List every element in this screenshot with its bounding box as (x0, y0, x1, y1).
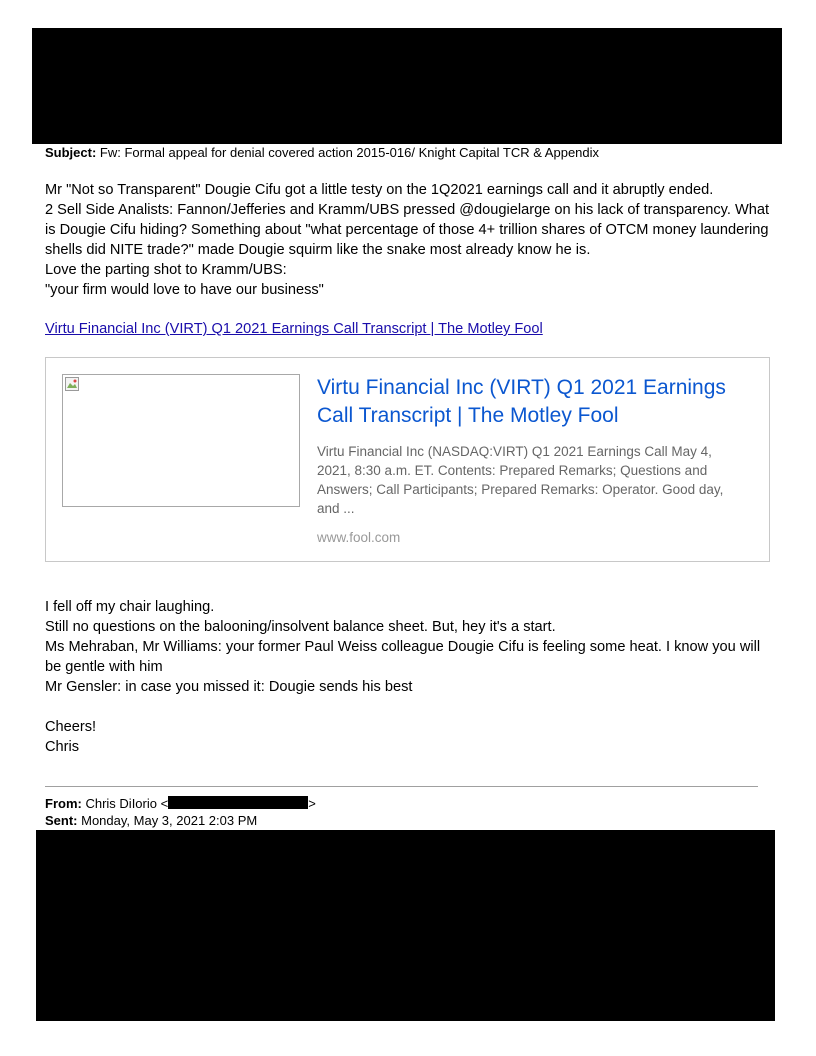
message-divider (45, 786, 758, 787)
body-paragraph: Ms Mehraban, Mr Williams: your former Paul Weiss colleague Dougie Cifu is feeling some heat. I know you will be gentle with him (45, 639, 761, 675)
preview-image (62, 374, 300, 507)
broken-image-icon (65, 377, 79, 391)
body-paragraph: I fell off my chair laughing. (45, 599, 215, 615)
body-paragraph: Mr "Not so Transparent" Dougie Cifu got a little testy on the 1Q2021 earnings call and it abruptly ended. (45, 182, 714, 198)
transcript-link[interactable]: Virtu Financial Inc (VIRT) Q1 2021 Earnings Call Transcript | The Motley Fool (45, 321, 543, 337)
body-paragraph: Still no questions on the balooning/insolvent balance sheet. But, hey it's a start. (45, 619, 556, 635)
message-body-intro (45, 180, 775, 300)
sent-line (45, 813, 257, 828)
body-paragraph: Mr Gensler: in case you missed it: Dougie sends his best (45, 679, 413, 695)
body-paragraph: "your firm would love to have our business" (45, 282, 324, 298)
sent-label: Sent: (45, 813, 78, 828)
link-preview-card[interactable] (45, 357, 770, 562)
preview-title[interactable]: Virtu Financial Inc (VIRT) Q1 2021 Earnings Call Transcript | The Motley Fool (317, 376, 726, 427)
redacted-header-block (32, 28, 782, 144)
redacted-footer-block (36, 830, 775, 1021)
subject-label: Subject: (45, 145, 97, 160)
subject-line (45, 145, 599, 160)
from-close: > (308, 796, 316, 811)
body-paragraph: 2 Sell Side Analists: Fannon/Jefferies and Kramm/UBS pressed @dougielarge on his lack of transparency. What is Dougie Cifu hiding? Something about "what percentage of those 4+ trillion shares of OTCM money laundering shells did NITE trade?" made Dougie squirm like the snake most already know he is. (45, 202, 770, 258)
preview-description: Virtu Financial Inc (NASDAQ:VIRT) Q1 2021 Earnings Call May 4, 2021, 8:30 a.m. ET. Contents: Prepared Remarks; Questions and Answers; Call Participants; Prepared Remarks: Operator. Good day, and ... (317, 444, 724, 516)
subject-value: Fw: Formal appeal for denial covered action 2015-016/ Knight Capital TCR & Appendix (99, 145, 600, 160)
body-paragraph: Love the parting shot to Kramm/UBS: (45, 262, 287, 278)
message-body-closing (45, 597, 775, 757)
preview-domain: www.fool.com (317, 530, 401, 545)
from-label: From: (45, 796, 82, 811)
from-line (45, 796, 316, 811)
signoff-greeting: Cheers! (45, 719, 97, 735)
redacted-email (168, 796, 308, 809)
from-name: Chris DiIorio < (85, 796, 169, 811)
signoff-name: Chris (45, 739, 80, 755)
sent-value: Monday, May 3, 2021 2:03 PM (81, 813, 258, 828)
